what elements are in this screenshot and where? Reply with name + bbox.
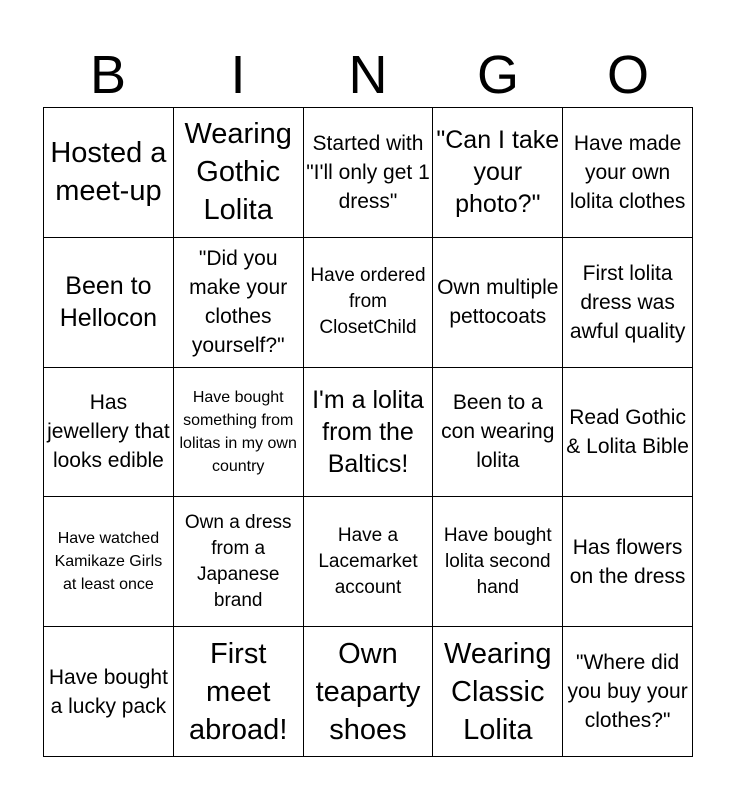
bingo-cell-r1c4[interactable] — [433, 108, 563, 238]
cell-text: Wearing Classic Lolita — [444, 637, 552, 746]
bingo-cell-r1c1[interactable] — [44, 108, 174, 238]
bingo-cell-r5c3[interactable] — [304, 627, 434, 757]
cell-text: Wearing Gothic Lolita — [184, 118, 292, 227]
bingo-cell-r2c5[interactable] — [563, 238, 693, 368]
cell-text: Own multiple pettocoats — [437, 276, 559, 329]
bingo-cell-r3c5[interactable] — [563, 368, 693, 498]
bingo-cell-r2c1[interactable] — [44, 238, 174, 368]
bingo-cell-r4c5[interactable] — [563, 497, 693, 627]
cell-text: Have ordered from ClosetChild — [310, 265, 426, 339]
bingo-cell-r2c3[interactable] — [304, 238, 434, 368]
cell-text: Hosted a meet-up — [50, 137, 167, 208]
cell-text: Own a dress from a Japanese brand — [184, 511, 292, 611]
cell-text: Have watched Kamikaze Girls at least once — [54, 530, 163, 594]
header-letter-g: G — [476, 45, 519, 105]
bingo-cell-r4c1[interactable] — [44, 497, 174, 627]
cell-text: Have bought a lucky pack — [48, 665, 168, 718]
cell-text: Has jewellery that looks edible — [47, 391, 170, 473]
cell-text: First lolita dress was awful quality — [569, 261, 686, 343]
cell-text: Been to Hellocon — [59, 272, 158, 333]
bingo-cell-r3c1[interactable] — [44, 368, 174, 498]
cell-text: Have bought lolita second hand — [443, 524, 552, 598]
cell-text: I'm a lolita from the Baltics! — [312, 385, 424, 478]
bingo-cell-r3c4[interactable] — [433, 368, 563, 498]
header-letter-n: N — [348, 45, 388, 105]
cell-text: First meet abroad! — [189, 637, 288, 746]
cell-text: Own teaparty shoes — [315, 637, 421, 746]
header-letter-o: O — [606, 45, 649, 105]
header-letter-i: I — [230, 45, 246, 105]
bingo-cell-r5c5[interactable] — [563, 627, 693, 757]
header-letter-b: B — [89, 45, 127, 105]
bingo-cell-r1c5[interactable] — [563, 108, 693, 238]
cell-text: Been to a con wearing lolita — [441, 391, 555, 473]
cell-text: Have made your own lolita clothes — [569, 131, 686, 213]
bingo-cell-r5c2[interactable] — [174, 627, 304, 757]
bingo-cell-r4c4[interactable] — [433, 497, 563, 627]
bingo-header — [43, 42, 693, 108]
bingo-cell-r4c2[interactable] — [174, 497, 304, 627]
bingo-cell-r4c3[interactable] — [304, 497, 434, 627]
bingo-cell-r3c2[interactable] — [174, 368, 304, 498]
bingo-cell-r1c3[interactable] — [304, 108, 434, 238]
cell-text: "Where did you buy your clothes?" — [567, 651, 688, 733]
cell-text: Read Gothic & Lolita Bible — [566, 405, 689, 458]
bingo-cell-r5c1[interactable] — [44, 627, 174, 757]
cell-text: Have a Lacemarket account — [318, 524, 418, 598]
bingo-cell-r2c2[interactable] — [174, 238, 304, 368]
cell-text: "Can I take your photo?" — [436, 126, 560, 219]
cell-text: Started with "I'll only get 1 dress" — [306, 131, 430, 213]
bingo-cell-r5c4[interactable] — [433, 627, 563, 757]
cell-text: "Did you make your clothes yourself?" — [189, 247, 288, 358]
bingo-cell-r1c2[interactable] — [174, 108, 304, 238]
cell-text: Have bought something from lolitas in my own country — [179, 388, 297, 475]
bingo-cell-r2c4[interactable] — [433, 238, 563, 368]
cell-text: Has flowers on the dress — [569, 535, 686, 588]
bingo-grid — [43, 107, 693, 757]
bingo-cell-r3c3[interactable] — [304, 368, 434, 498]
